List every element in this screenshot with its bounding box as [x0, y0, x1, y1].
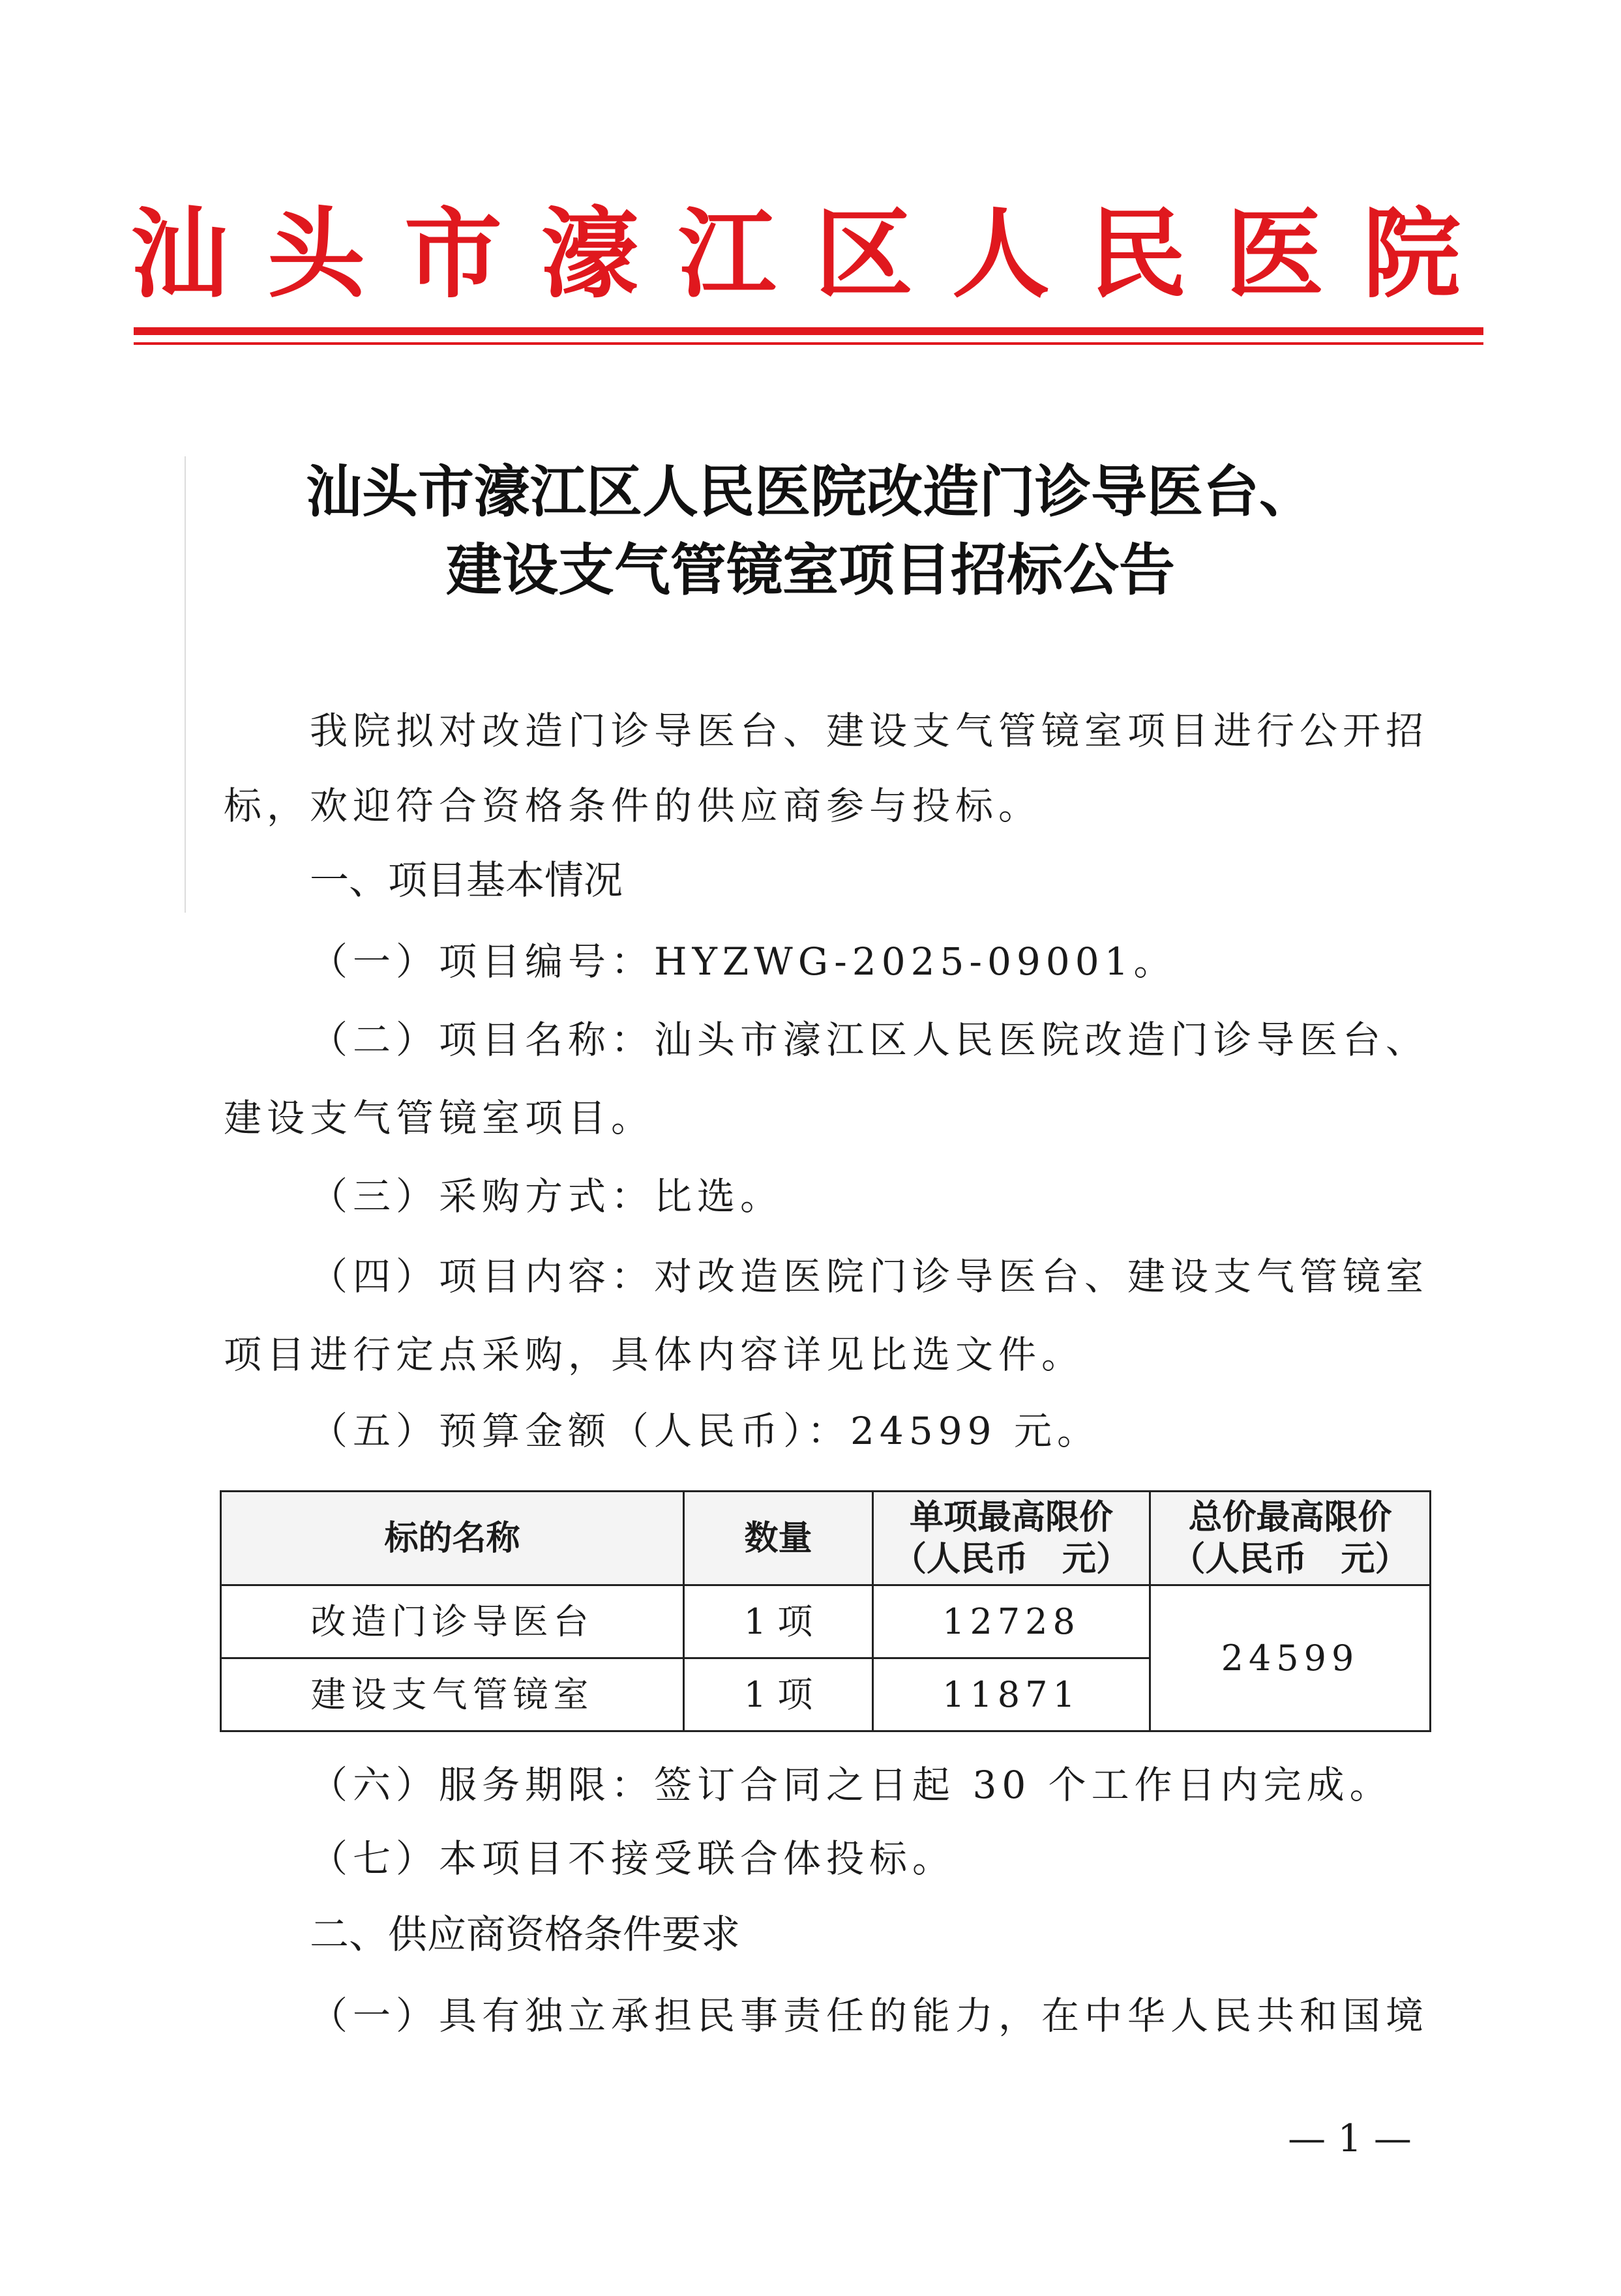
section2-heading: 二、供应商资格条件要求 [310, 1912, 740, 1958]
item4-content-line1: （四）项目内容：对改造医院门诊导医台、建设支气管镜室 [310, 1254, 1429, 1299]
item2-project-name-line1: （二）项目名称：汕头市濠江区人民医院改造门诊导医台、 [310, 1018, 1429, 1062]
header-quantity: 数量 [684, 1492, 873, 1585]
item4-content-line2: 项目进行定点采购，具体内容详见比选文件。 [224, 1332, 1085, 1377]
header-total-max-price [1150, 1492, 1431, 1585]
item3-procurement-method: （三）采购方式：比选。 [310, 1174, 784, 1218]
section1-heading: 一、项目基本情况 [310, 858, 623, 904]
header-unit-max-line2: （人民币 元） [892, 1539, 1130, 1579]
price-limit-table [220, 1490, 1431, 1732]
header-total-max-line1: 总价最高限价 [1188, 1497, 1392, 1537]
row1-unit-max: 12728 [873, 1585, 1150, 1658]
document-title-line1: 汕头市濠江区人民医院改造门诊导医台、 [306, 459, 1315, 525]
table-row [221, 1585, 1431, 1658]
document-title-line2: 建设支气管镜室项目招标公告 [446, 537, 1175, 603]
masthead-rule-thin [134, 342, 1483, 345]
header-item-name: 标的名称 [221, 1492, 684, 1585]
page-number: — 1 — [1288, 2116, 1412, 2160]
item6-service-period: （六）服务期限：签订合同之日起 30 个工作日内完成。 [310, 1763, 1393, 1807]
item7-no-consortium: （七）本项目不接受联合体投标。 [310, 1836, 956, 1881]
masthead-rule-thick [134, 327, 1483, 335]
row1-quantity: 1 项 [684, 1585, 873, 1658]
header-total-max-line2: （人民币 元） [1171, 1539, 1409, 1579]
masthead-title: 汕头市濠江区人民医院 [130, 197, 1500, 312]
total-max-price: 24599 [1150, 1585, 1431, 1731]
table-header-row [221, 1492, 1431, 1585]
row2-unit-max: 11871 [873, 1658, 1150, 1731]
row2-quantity: 1 项 [684, 1658, 873, 1731]
header-unit-max-price [873, 1492, 1150, 1585]
item2-1-qualification: （一）具有独立承担民事责任的能力，在中华人民共和国境 [310, 1994, 1429, 2038]
header-unit-max-line1: 单项最高限价 [909, 1497, 1113, 1537]
item5-budget: （五）预算金额（人民币）：24599 元。 [310, 1409, 1100, 1453]
intro-line1: 我院拟对改造门诊导医台、建设支气管镜室项目进行公开招 [310, 709, 1429, 753]
row2-item-name: 建设支气管镜室 [221, 1658, 684, 1731]
item1-project-number: （一）项目编号：HYZWG-2025-09001。 [310, 939, 1177, 984]
item2-project-name-line2: 建设支气管镜室项目。 [224, 1096, 655, 1140]
row1-item-name: 改造门诊导医台 [221, 1585, 684, 1658]
intro-line2: 标，欢迎符合资格条件的供应商参与投标。 [224, 784, 1042, 828]
